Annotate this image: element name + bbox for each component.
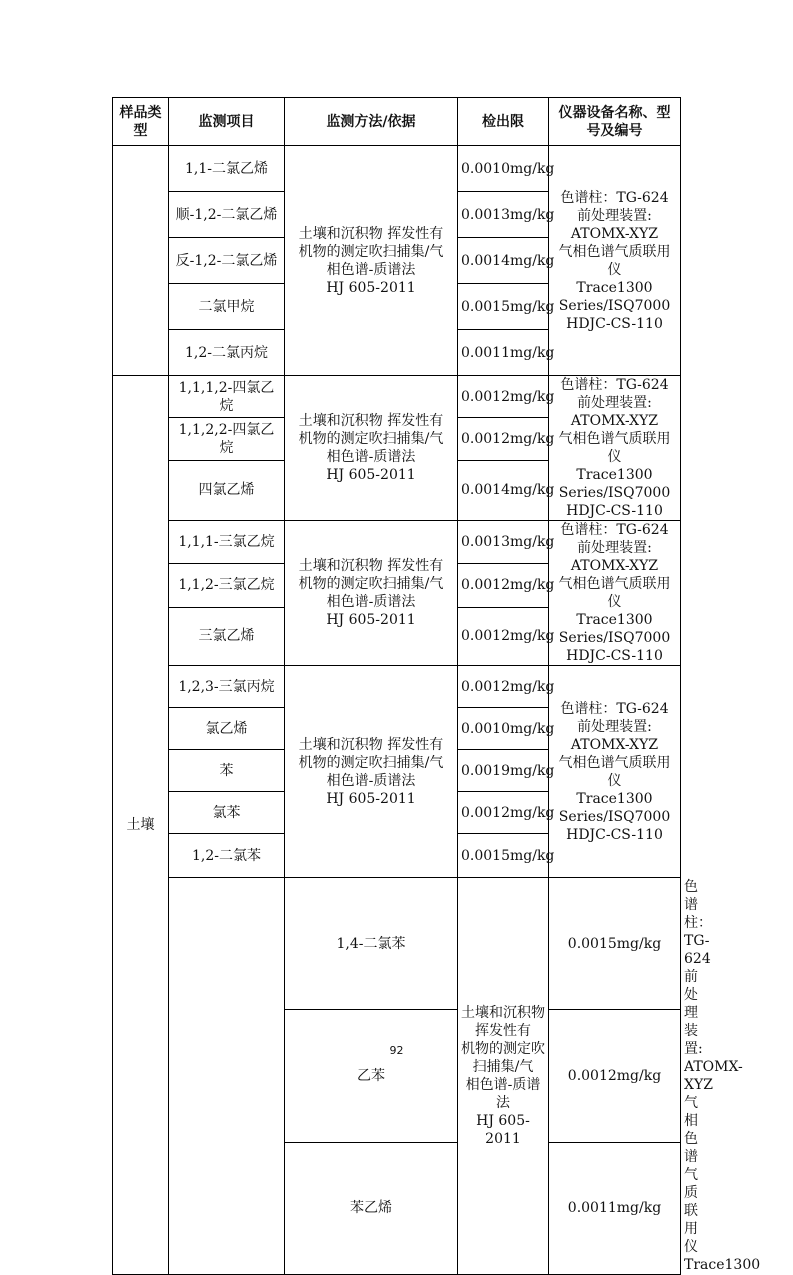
- method-line: HJ 605-2011: [326, 279, 416, 296]
- equipment-line: 气相色谱气质联用: [558, 431, 671, 447]
- equipment-line: HDJC-CS-110: [566, 648, 663, 664]
- table-row: 1,4-二氯苯 土壤和沉积物 挥发性有 机物的测定吹扫捕集/气 相色谱-质谱法 HJ 605-2011 0.0015mg/kg 色谱柱：TG-624 前处理装置: ATOMX-XYZ 气相色谱气质联用 仪 Trace1300: [113, 878, 681, 1010]
- limit-cell: 0.0010mg/kg: [458, 146, 549, 192]
- method-line: 机物的测定吹扫捕集/气: [298, 431, 444, 447]
- method-line: 土壤和沉积物 挥发性有: [298, 736, 444, 753]
- limit-cell: 0.0012mg/kg: [458, 607, 549, 665]
- method-cell: [285, 521, 458, 666]
- sample-type-cell: 土壤: [113, 376, 169, 1275]
- method-cell: [285, 666, 458, 878]
- method-cell: [458, 878, 549, 1275]
- item-cell: 1,2-二氯丙烷: [169, 330, 285, 376]
- item-cell: 四氯乙烯: [169, 460, 285, 520]
- item-cell: 顺-1,2-二氯乙烯: [169, 192, 285, 238]
- item-cell: 1,1,2-三氯乙烷: [169, 564, 285, 607]
- header-item: 监测项目: [169, 98, 285, 146]
- limit-cell: 0.0015mg/kg: [549, 878, 681, 1010]
- limit-cell: 0.0010mg/kg: [458, 708, 549, 750]
- equipment-line: ATOMX-XYZ: [570, 558, 659, 574]
- item-cell: 苯乙烯: [285, 1142, 458, 1274]
- method-line: HJ 605-2011: [476, 1113, 530, 1147]
- equipment-line: ATOMX-XYZ: [570, 736, 659, 753]
- equipment-line: 仪: [607, 594, 622, 610]
- equipment-line: HDJC-CS-110: [566, 315, 663, 332]
- limit-cell: 0.0012mg/kg: [458, 564, 549, 607]
- equipment-cell: [549, 146, 681, 376]
- equipment-line: Trace1300: [576, 612, 653, 628]
- equipment-line: Trace1300: [576, 467, 653, 483]
- equipment-line: 色谱柱：TG-624: [560, 522, 669, 538]
- equipment-line: HDJC-CS-110: [566, 503, 663, 519]
- header-limit: 检出限: [458, 98, 549, 146]
- equipment-line: 气相色谱气质联用: [558, 243, 671, 260]
- limit-cell: 0.0019mg/kg: [458, 750, 549, 792]
- limit-cell: 0.0014mg/kg: [458, 238, 549, 284]
- sample-type-cell-empty: [169, 878, 285, 1275]
- equipment-cell: [549, 376, 681, 521]
- equipment-line: Trace1300: [576, 279, 653, 296]
- item-cell: 三氯乙烯: [169, 607, 285, 665]
- monitoring-table: [112, 97, 761, 1275]
- equipment-line: 前处理装置:: [577, 540, 652, 556]
- method-line: 相色谱-质谱法: [326, 772, 416, 789]
- header-row: [113, 98, 681, 146]
- table-row: [113, 521, 681, 564]
- method-line: HJ 605-2011: [326, 467, 416, 483]
- equipment-line: 色谱柱：TG-624: [560, 700, 669, 717]
- equipment-line: Series/ISQ7000: [558, 808, 671, 825]
- equipment-line: 仪: [607, 772, 622, 789]
- page-number: 92: [389, 1044, 404, 1057]
- item-cell: 氯苯: [169, 792, 285, 834]
- limit-cell: 0.0012mg/kg: [458, 418, 549, 460]
- sample-type-cell-empty: [113, 146, 169, 376]
- method-line: 机物的测定吹扫捕集/气: [298, 754, 444, 771]
- header-sample-type: 样品类型: [113, 98, 169, 146]
- limit-cell: 0.0011mg/kg: [458, 330, 549, 376]
- equipment-line: HDJC-CS-110: [566, 826, 663, 843]
- item-cell: 反-1,2-二氯乙烯: [169, 238, 285, 284]
- method-cell: [285, 376, 458, 521]
- equipment-line: ATOMX-XYZ: [570, 413, 659, 429]
- item-cell: 苯: [169, 750, 285, 792]
- limit-cell: 0.0013mg/kg: [458, 192, 549, 238]
- method-cell: [285, 146, 458, 376]
- limit-cell: 0.0012mg/kg: [549, 1010, 681, 1142]
- equipment-line: 仪: [607, 449, 622, 465]
- item-cell: 1,1,1-三氯乙烷: [169, 521, 285, 564]
- limit-cell: 0.0012mg/kg: [458, 666, 549, 708]
- item-cell: 1,1-二氯乙烯: [169, 146, 285, 192]
- item-cell: 1,1,2,2-四氯乙烷: [169, 418, 285, 460]
- item-cell: 氯乙烯: [169, 708, 285, 750]
- header-method: 监测方法/依据: [285, 98, 458, 146]
- limit-cell: 0.0012mg/kg: [458, 376, 549, 418]
- method-line: HJ 605-2011: [326, 790, 416, 807]
- equipment-line: 前处理装置:: [577, 207, 652, 224]
- equipment-cell: [549, 666, 681, 878]
- method-line: 相色谱-质谱法: [326, 594, 416, 610]
- equipment-line: 前处理装置:: [577, 718, 652, 735]
- method-line: 土壤和沉积物 挥发性有: [298, 558, 444, 574]
- method-line: 土壤和沉积物 挥发性有: [461, 1005, 545, 1039]
- equipment-line: 气相色谱气质联用: [558, 754, 671, 771]
- limit-cell: 0.0013mg/kg: [458, 521, 549, 564]
- item-cell: 1,2-二氯苯: [169, 834, 285, 878]
- table-row: [113, 146, 681, 192]
- method-line: HJ 605-2011: [326, 612, 416, 628]
- method-line: 机物的测定吹扫捕集/气: [298, 576, 444, 592]
- equipment-line: Series/ISQ7000: [558, 297, 671, 314]
- item-cell: 二氯甲烷: [169, 284, 285, 330]
- method-line: 机物的测定吹扫捕集/气: [298, 243, 444, 260]
- limit-cell: 0.0011mg/kg: [549, 1142, 681, 1274]
- equipment-line: 气相色谱气质联用: [558, 576, 671, 592]
- limit-cell: 0.0012mg/kg: [458, 792, 549, 834]
- equipment-line: 色谱柱：TG-624: [560, 377, 669, 393]
- equipment-line: ATOMX-XYZ: [570, 225, 659, 242]
- equipment-line: Series/ISQ7000: [558, 485, 671, 501]
- item-cell: 乙苯: [285, 1010, 458, 1142]
- method-line: 相色谱-质谱法: [465, 1077, 541, 1111]
- item-cell: 1,2,3-三氯丙烷: [169, 666, 285, 708]
- method-line: 相色谱-质谱法: [326, 449, 416, 465]
- table-row: [113, 376, 681, 418]
- method-line: 机物的测定吹扫捕集/气: [461, 1041, 545, 1075]
- item-cell: 1,4-二氯苯: [285, 878, 458, 1010]
- method-line: 土壤和沉积物 挥发性有: [298, 413, 444, 429]
- equipment-line: Series/ISQ7000: [558, 630, 671, 646]
- table-row: [113, 666, 681, 708]
- equipment-line: 色谱柱：TG-624: [560, 189, 669, 206]
- limit-cell: 0.0015mg/kg: [458, 834, 549, 878]
- limit-cell: 0.0014mg/kg: [458, 460, 549, 520]
- equipment-line: 仪: [607, 261, 622, 278]
- method-line: 相色谱-质谱法: [326, 261, 416, 278]
- item-cell: 1,1,1,2-四氯乙烷: [169, 376, 285, 418]
- equipment-cell: [549, 521, 681, 666]
- equipment-line: 前处理装置:: [577, 395, 652, 411]
- equipment-line: Trace1300: [576, 790, 653, 807]
- method-line: 土壤和沉积物 挥发性有: [298, 225, 444, 242]
- limit-cell: 0.0015mg/kg: [458, 284, 549, 330]
- header-equipment: 仪器设备名称、型号及编号: [549, 98, 681, 146]
